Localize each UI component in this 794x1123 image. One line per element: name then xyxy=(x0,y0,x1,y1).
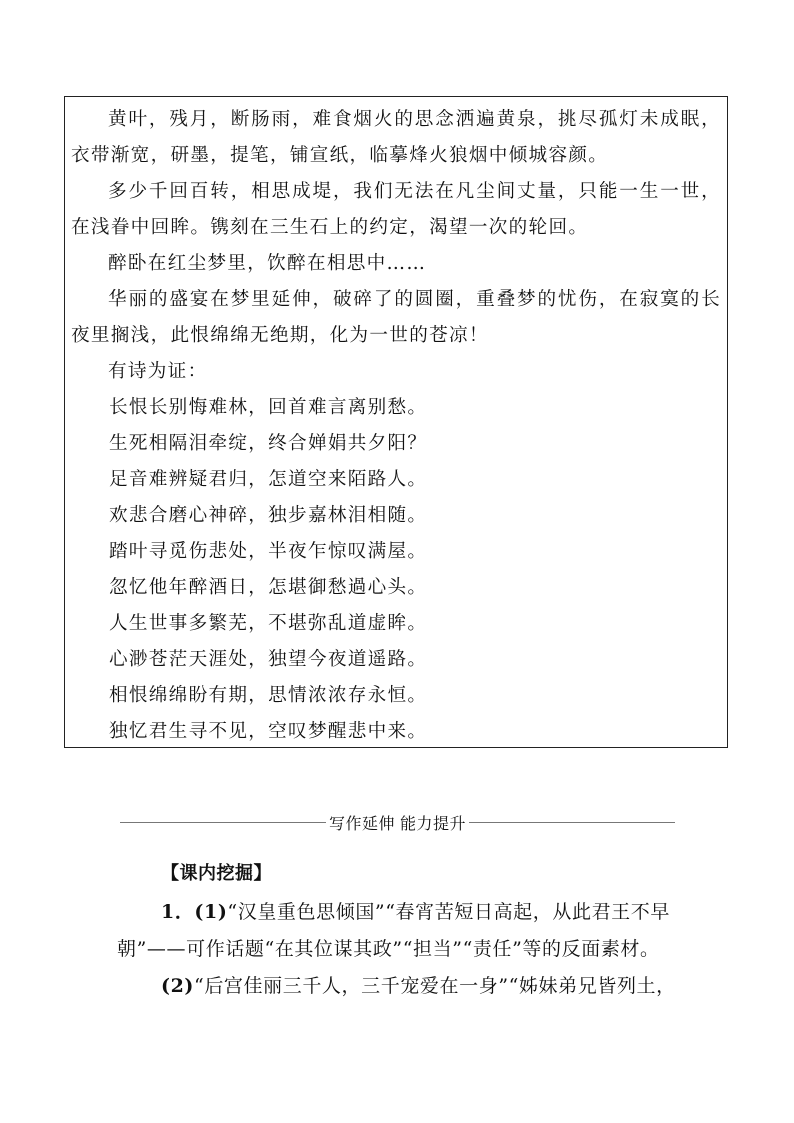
poem-line: 踏叶寻觅伤悲处，半夜乍惊叹满屋。 xyxy=(109,541,428,562)
box-paragraph: 醉卧在红尘梦里，饮醉在相思中…… xyxy=(108,253,427,274)
poem-line: 足音难辨疑君归，怎道空来陌路人。 xyxy=(109,469,428,490)
item-2-text: “后宫佳丽三千人，三千宠爱在一身”“姊妹弟兄皆列土， xyxy=(194,975,676,997)
section-heading: 【课内挖掘】 xyxy=(161,863,272,883)
section-divider xyxy=(120,808,675,836)
item-2-line-1 xyxy=(161,967,676,1005)
poem-line: 生死相隔泪牵绽，终合婵娟共夕阳？ xyxy=(109,433,428,454)
item-2-number: (2) xyxy=(161,975,194,997)
item-1-line-1 xyxy=(161,893,670,931)
divider-title: 写作延伸 能力提升 xyxy=(329,815,466,833)
divider-line-left xyxy=(120,822,326,823)
poem-line: 欢悲合磨心神碎，独步嘉林泪相随。 xyxy=(109,505,428,526)
poem-line: 相恨绵绵盼有期，思情浓浓存永恒。 xyxy=(109,685,428,706)
item-1-text: “汉皇重色思倾国”“春宵苦短日高起，从此君王不早 xyxy=(227,901,670,923)
box-paragraph: 多少千回百转，相思成堤，我们无法在凡尘间丈量，只能一生一世，在浅眷中回眸。镌刻在三生石上的约定，渴望一次的轮回。 xyxy=(71,181,721,238)
poem-line: 心渺苍茫天涯处，独望今夜道遥路。 xyxy=(109,649,428,670)
poem-line: 独忆君生寻不见，空叹梦醒悲中来。 xyxy=(109,721,428,742)
box-paragraph: 黄叶，残月，断肠雨，难食烟火的思念洒遍黄泉，挑尽孤灯未成眠，衣带渐宽，研墨，提笔，铺宣纸，临摹烽火狼烟中倾城容颜。 xyxy=(71,109,721,166)
text-box xyxy=(64,96,728,748)
box-paragraph: 华丽的盛宴在梦里延伸，破碎了的圆圈，重叠梦的忧伤，在寂寞的长夜里搁浅，此恨绵绵无绝期，化为一世的苍凉！ xyxy=(71,289,721,346)
item-1-number: 1．(1) xyxy=(161,901,228,923)
divider-line-right xyxy=(469,822,675,823)
poem-line: 人生世事多繁芜，不堪弥乱道虚眸。 xyxy=(109,613,428,634)
item-1-line-2: 朝”——可作话题“在其位谋其政”“担当”“责任”等的反面素材。 xyxy=(117,938,660,960)
box-paragraph: 有诗为证： xyxy=(108,361,208,382)
poem-line: 长恨长别悔难林，回首难言离别愁。 xyxy=(109,397,428,418)
poem-line: 忽忆他年醉酒日，怎堪御愁過心头。 xyxy=(109,577,428,598)
